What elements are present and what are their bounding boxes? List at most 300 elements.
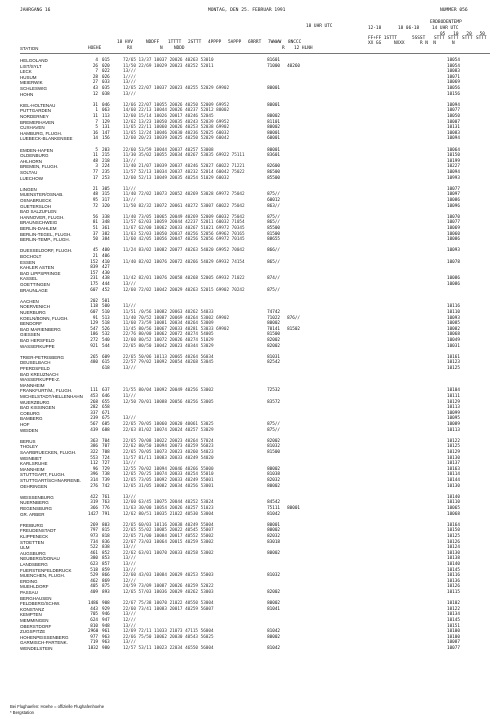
extra-group-a: 875//	[267, 214, 280, 220]
soil-temp-group: 10110	[447, 500, 460, 506]
station-name: EMDEN-HAFEN	[20, 147, 54, 153]
soil-temp-group: 10125	[447, 444, 460, 450]
extra-group-a: 75111	[267, 506, 280, 511]
station-height: 1427	[88, 511, 99, 517]
soil-temp-group: 10126	[447, 539, 460, 545]
header-xx: XX GG	[368, 41, 382, 46]
station-name: MUENCHEN, FLUGH.	[20, 573, 66, 579]
synop-groups: 22/67 73/03 10064 20015 40259 53002	[123, 539, 214, 545]
station-name: FELDBERG/SCHW.	[20, 601, 61, 607]
soil-temp-group: 10125	[447, 366, 460, 371]
extra-group-a: 83018	[267, 539, 280, 545]
header-nddff: NDDFF	[146, 40, 160, 45]
station-name: WENDELSTEIN	[20, 646, 53, 651]
extra-group-a: 80001	[267, 102, 280, 108]
station-name: HOHENPEISSENBERG	[20, 634, 69, 640]
header-hl: 12 HLNH	[294, 46, 313, 51]
station-name: BERLIN-TEGEL, FLUGH.	[20, 231, 72, 237]
station-height: 734	[90, 539, 98, 545]
station-height: 623	[90, 562, 98, 567]
synop-groups: 12/66 22/07 10055 20026 40250 52009 69952	[123, 102, 230, 108]
station-name: WEINBIET	[20, 455, 42, 461]
header-station: STATION	[20, 46, 39, 51]
header-rr: RX	[127, 46, 133, 51]
header-18-06-18: 18 06-18	[398, 26, 420, 31]
synop-groups: 12/60 20/23 10039 20025 40250 52029 60042	[123, 136, 230, 142]
station-height: 2960	[88, 629, 99, 635]
soil-temp-group: 10054	[447, 63, 460, 69]
station-name: THOLEY	[20, 444, 39, 450]
header-hoehe: HOEHE	[88, 46, 102, 51]
station-height: 37	[92, 231, 98, 237]
extra-group-a: 71022	[267, 315, 280, 321]
extra-group-b: 80001	[287, 506, 300, 511]
synop-groups: 13///	[123, 567, 136, 573]
station-height: 50	[92, 237, 98, 243]
extra-group-a: 875//	[267, 427, 280, 433]
soil-temp-group: 10134	[447, 612, 460, 618]
synop-groups: 22/65 50/06 10113 20065 40264 56034	[123, 354, 214, 360]
synop-groups: 13///	[123, 556, 136, 562]
station-name: BAD HERSFELD	[20, 338, 55, 343]
synop-groups: 13///	[123, 91, 136, 97]
station-name: BREMEN, FLUGH.	[20, 164, 59, 170]
extra-group-b: 876//	[287, 315, 300, 321]
station-number: 129	[102, 119, 110, 125]
synop-groups: 11///	[123, 304, 136, 310]
station-number: 384	[102, 237, 110, 243]
station-name: REGENSBURG	[20, 506, 53, 511]
soil-temp-group: 10129	[447, 399, 460, 405]
header-www: 7WWWW	[268, 40, 282, 45]
extra-group-a: 81500	[267, 332, 280, 338]
station-name: MANNHEIM	[20, 466, 45, 472]
station-height: 422	[90, 494, 98, 500]
station-number: 869	[102, 578, 110, 584]
station-height: 272	[90, 338, 98, 343]
station-number: 022	[102, 69, 110, 75]
soil-temp-group: 10094	[447, 136, 460, 142]
synop-groups: 12/57 53/11 10023 22034 46550 56004	[123, 646, 214, 651]
extra-group-a: 80001	[267, 522, 280, 528]
station-number: 203	[102, 147, 110, 153]
station-number: 724	[102, 455, 110, 461]
header-t1: FF+FF 1STTT	[368, 36, 398, 41]
station-name: ULM	[20, 545, 30, 551]
station-number: 637	[102, 388, 110, 394]
extra-group-b: 40260	[287, 63, 300, 69]
station-number: 815	[102, 528, 110, 534]
soil-temp-group: 10104	[447, 388, 460, 394]
station-height: 118	[90, 304, 98, 310]
station-height: 112	[90, 461, 98, 467]
soil-temp-group: 10110	[447, 310, 460, 315]
station-height: 96	[92, 466, 98, 472]
station-name: SCHLESWIG	[20, 86, 48, 91]
station-number: 609	[102, 354, 110, 360]
extra-group-a: 80002	[267, 528, 280, 534]
station-number: 046	[102, 102, 110, 108]
station-name: AHLHORN	[20, 158, 43, 164]
synop-groups: 12/60 63/45 10075 20044 40252 53024	[123, 500, 214, 506]
station-height: 72	[92, 203, 98, 209]
station-number: 038	[102, 91, 110, 97]
extra-group-b: 81502	[287, 326, 300, 332]
station-height: 12	[92, 91, 98, 97]
synop-groups: 11/63 30/00 10054 20026 40257 51023	[123, 506, 214, 511]
extra-group-a: 82002	[267, 438, 280, 444]
soil-temp-group: 10100	[447, 629, 460, 635]
station-height: 322	[90, 450, 98, 455]
station-number: 406	[102, 254, 110, 259]
header-rnnn: R N N	[420, 41, 436, 46]
station-number: 035	[102, 86, 110, 91]
station-number: 893	[102, 590, 110, 595]
station-name: GR. ARBER	[20, 511, 45, 517]
station-number: 729	[102, 466, 110, 472]
station-number: 961	[102, 629, 110, 635]
synop-groups: 11/65 12/24 10046 20030 40236 52025 60032	[123, 130, 230, 136]
station-height: 268	[90, 399, 98, 405]
station-height: 443	[90, 606, 98, 612]
station-number: 147	[102, 130, 110, 136]
synop-groups: 11/40 70/52 10087 20069 40264 53002 69902	[123, 315, 230, 321]
station-name: BAD SALZUFLEN	[20, 209, 57, 215]
station-number: 739	[102, 478, 110, 483]
station-name: LUEBECK-BLANKENSEE	[20, 136, 73, 142]
extra-group-a: 81031	[267, 354, 280, 360]
synop-groups: 21/55 80/04 10092 20049 40256 53002	[123, 388, 214, 394]
station-height: 547	[90, 326, 98, 332]
station-name: MUEHLDORF	[20, 584, 49, 590]
soil-temp-group: 10071	[447, 74, 460, 80]
extra-group-a: 81032	[267, 573, 280, 579]
station-number: 853	[102, 556, 110, 562]
station-name: HUSUM	[20, 74, 37, 80]
station-number: 235	[102, 170, 110, 175]
station-number: 776	[102, 506, 110, 511]
station-number: 427	[102, 265, 110, 271]
station-height: 405	[90, 584, 98, 590]
soil-temp-group: 10054	[447, 58, 460, 63]
soil-temp-group: 10227	[447, 164, 460, 170]
station-number: 803	[102, 522, 110, 528]
soil-temp-group: 10097	[447, 192, 460, 198]
extra-group-a: 80002	[267, 321, 280, 327]
soil-temp-group: 10093	[447, 315, 460, 321]
station-name: WASSERKUPPE	[20, 343, 55, 349]
extra-group-a: 875//	[267, 422, 280, 427]
soil-temp-group: 10087	[447, 640, 460, 646]
station-height: 607	[90, 310, 98, 315]
extra-group-a: 80001	[267, 86, 280, 91]
synop-groups: 11/40 21/07 10039 20037 40246 52027 60022 71221	[123, 164, 245, 170]
synop-groups: 11/63 52/03 10050 20037 40256 52056 69962 70165	[123, 231, 245, 237]
synop-groups: 12/60 15/14 10026 20017 40246 52045	[123, 114, 214, 119]
station-name: NEUBERG/DONAU	[20, 556, 60, 562]
station-number: 382	[102, 231, 110, 237]
header-ttttt: 1TTTT	[168, 40, 182, 45]
soil-temp-group: 10116	[447, 304, 460, 310]
station-name: BAMBERG	[20, 416, 43, 422]
header-r: R	[282, 46, 285, 51]
extra-group-a: 81500	[267, 231, 280, 237]
extra-group-a: 82002	[267, 343, 280, 349]
synop-groups: 14/60 22/13 10044 20026 40237 52012 80002	[123, 108, 230, 114]
soil-temp-group: 10111	[447, 394, 460, 399]
footer-note: Bei Flughaefen: Hoehe = offizielle Flughafenhoehe	[10, 704, 105, 709]
soil-temp-group: 10123	[447, 360, 460, 366]
extra-group-a: 80002	[267, 550, 280, 556]
station-number: 532	[102, 332, 110, 338]
station-number: 063	[102, 108, 110, 114]
station-number: 338	[102, 214, 110, 220]
station-name: KEMPTEN	[20, 612, 42, 618]
station-name: DUESSELDORF, FLUGH.	[20, 248, 73, 254]
station-height: 16	[92, 130, 98, 136]
header-ppp: 5APPP	[228, 40, 242, 45]
station-name: AUGSBURG	[20, 550, 46, 556]
station-number: 510	[102, 310, 110, 315]
extra-group-a: 84542	[267, 500, 280, 506]
soil-temp-group: 10077	[447, 220, 460, 226]
synop-groups: 13///	[123, 416, 136, 422]
station-height: 567	[90, 422, 98, 427]
extra-group-a: 85500	[267, 175, 280, 181]
station-name: GIESSEN	[20, 332, 41, 338]
soil-temp-group: 10095	[447, 416, 460, 422]
extra-group-a: 865//	[267, 259, 280, 265]
station-name: BERLIN-TEMP., FLUGH.	[20, 237, 70, 243]
synop-groups: 22/65 70/05 10060 20020 40061 53025	[123, 422, 214, 427]
header-pppp: 4PPPP	[208, 40, 222, 45]
station-name: KASSEL	[20, 276, 38, 282]
station-height: 48	[92, 192, 98, 198]
station-height: 239	[90, 416, 98, 422]
synop-groups: 11/51 /0/56 10082 20063 40262 54033	[123, 310, 214, 315]
station-number: 501	[102, 298, 110, 304]
soil-temp-group: 10086	[447, 282, 460, 287]
station-height: 4	[95, 58, 98, 63]
soil-temp-group: 10083	[447, 130, 460, 136]
soil-temp-group: 10064	[447, 147, 460, 153]
synop-groups: 12/65 70/25 10074 20033 40254 55010	[123, 472, 214, 478]
station-height: 56	[92, 214, 98, 220]
extra-group-a: 863//	[267, 203, 280, 209]
synop-groups: 22/60 73/41 10083 20017 40259 56007	[123, 606, 214, 612]
station-name: NORDERNEY	[20, 114, 49, 119]
soil-temp-group: 10130	[447, 483, 460, 489]
station-number: 518	[102, 321, 110, 327]
station-name: HOHN	[20, 91, 34, 97]
synop-groups: 11///	[123, 186, 136, 192]
station-name: COBURG	[20, 410, 40, 416]
station-name: OLDENBURG	[20, 153, 49, 159]
synop-groups: 12///	[123, 618, 136, 623]
station-name: TRIER-PETRISBERG	[20, 354, 65, 360]
station-height: 91	[92, 315, 98, 321]
extra-group-a: 82032	[267, 534, 280, 539]
soil-temp-group: 10144	[447, 478, 460, 483]
station-number: 253	[102, 175, 110, 181]
extra-group-a: 874//	[267, 276, 280, 282]
station-height: 319	[90, 500, 98, 506]
station-number: 315	[102, 192, 110, 198]
header-time-18: 18 UHR UTC	[306, 24, 333, 29]
station-number: 156	[102, 136, 110, 142]
synop-groups: 11/67 62/00 10062 20033 40267 51021 69972 70345	[123, 226, 245, 231]
extra-group-a: 82600	[267, 164, 280, 170]
station-name: MANNHEIM	[20, 382, 45, 388]
soil-temp-group: 10113	[447, 427, 460, 433]
station-number: 215	[102, 153, 110, 159]
synop-groups: 12/65 22/07 10037 20023 40255 52029 69902	[123, 86, 230, 91]
station-height: 396	[90, 472, 98, 478]
synop-groups: 22/60 53/59 10044 20037 40257 53008	[123, 147, 214, 153]
station-number: 704	[102, 438, 110, 444]
station-name: BERUS	[20, 438, 36, 444]
synop-groups: 24/59 73/09 10087 20026 40259 52022	[123, 584, 214, 590]
station-name: LECK	[20, 69, 32, 75]
station-number: 980	[102, 646, 110, 651]
station-height: 3	[95, 164, 98, 170]
extra-group-a: 81042	[267, 511, 280, 517]
station-name: HOF	[20, 422, 30, 427]
synop-groups: 72/65 13/37 10037 20026 40263 53010	[123, 58, 214, 63]
station-height: 265	[90, 354, 98, 360]
synop-groups: 12/55 70/02 10094 20046 40266 55000	[123, 466, 214, 472]
soil-temp-group: 10130	[447, 550, 460, 556]
synop-groups: 13///	[123, 612, 136, 618]
soil-temp-group: 10089	[447, 422, 460, 427]
station-name: LIST/SYLT	[20, 63, 42, 69]
station-height: 839	[90, 265, 98, 271]
synop-groups: 11///	[123, 394, 136, 399]
synop-groups: 13///	[123, 494, 136, 500]
station-number: 618	[102, 366, 110, 371]
station-number: 015	[102, 58, 110, 63]
station-name: HELGOLAND	[20, 58, 48, 63]
station-number: 410	[102, 259, 110, 265]
soil-temp-group: 10124	[447, 545, 460, 551]
station-name: NOERVENICH	[20, 304, 50, 310]
synop-groups: 22/67 75/38 10070 21022 40550 53004	[123, 601, 214, 607]
synop-groups: 11/50 82/32 10072 20061 40272 53007 60022 75042	[123, 203, 245, 209]
station-number: 738	[102, 472, 110, 478]
extra-group-a: 80001	[267, 130, 280, 136]
soil-temp-group: 10069	[447, 226, 460, 231]
synop-groups: 12/62 80/51 10035 21022 40530 53004	[123, 511, 214, 517]
extra-group-a: 60001	[267, 136, 280, 142]
soil-temp-group: 10093	[447, 248, 460, 254]
soil-temp-group: 10086	[447, 198, 460, 203]
station-number: 948	[102, 623, 110, 629]
station-height: 11	[92, 114, 98, 119]
synop-groups: 13///	[123, 623, 136, 629]
header-depths: 05 10 20 50	[440, 32, 485, 37]
station-number: 761	[102, 494, 110, 500]
station-name: DEUSELBACH	[20, 360, 51, 366]
soil-temp-group: 10082	[447, 326, 460, 332]
synop-groups: 11/57 62/03 10059 20044 42237 52011 60032 71054	[123, 220, 245, 226]
soil-temp-group: 10122	[447, 438, 460, 444]
station-height: 111	[90, 388, 98, 394]
header-t6: STTT	[476, 36, 487, 41]
station-number: 131	[102, 125, 110, 131]
soil-temp-group: 10199	[447, 158, 460, 164]
station-name: WEISSENBURG	[20, 494, 54, 500]
soil-temp-group: 10125	[447, 534, 460, 539]
station-number: 361	[102, 226, 110, 231]
station-name: GARMISCH-PARTENK.	[20, 640, 68, 646]
soil-temp-group: 10102	[447, 601, 460, 607]
station-number: 526	[102, 326, 110, 332]
soil-temp-group: 10050	[447, 114, 460, 119]
station-number: 500	[102, 304, 110, 310]
header-rrr: 6RRRT	[248, 40, 262, 45]
synop-groups: 12/60 52/13 10049 20035 40254 51029 60032	[123, 175, 230, 181]
station-height: 705	[90, 612, 98, 618]
extra-group-a: 81032	[267, 444, 280, 450]
station-number: 444	[102, 282, 110, 287]
station-name: WUERZBURG	[20, 399, 50, 405]
synop-groups: 11/50 22/69 10029 20023 40252 52011	[123, 63, 214, 69]
station-height: 231	[90, 276, 98, 282]
station-number: 218	[102, 158, 110, 164]
header-nddd: NDDD	[174, 46, 185, 51]
extra-group-a: 83572	[267, 399, 280, 405]
station-number: 763	[102, 500, 110, 506]
station-number: 838	[102, 545, 110, 551]
station-height: 1832	[88, 646, 99, 651]
synop-groups: 12/60 72/02 10042 20029 40263 52015 69902 70242	[123, 287, 245, 293]
station-height: 386	[90, 444, 98, 450]
header-n: N	[160, 46, 163, 51]
station-name: FREIBURG	[20, 522, 44, 528]
station-name: MUENSTER/OSNAB.	[20, 192, 64, 198]
station-name: OSNABRUECK	[20, 198, 52, 203]
station-name: CUXHAVEN	[20, 125, 45, 131]
station-number: 513	[102, 315, 110, 321]
station-height: 81	[92, 220, 98, 226]
station-number: 866	[102, 573, 110, 579]
station-height: 95	[92, 198, 98, 203]
synop-groups: 1////	[123, 74, 136, 80]
extra-group-a: 86500	[267, 170, 280, 175]
extra-group-a: 81042	[267, 629, 280, 635]
soil-temp-group: 10068	[447, 332, 460, 338]
soil-temp-group: 10086	[447, 237, 460, 243]
station-number: 348	[102, 220, 110, 226]
soil-temp-group: 10070	[447, 214, 460, 220]
extra-group-a: 60012	[267, 198, 280, 203]
station-name: KAHLER ASTEN	[20, 265, 55, 271]
station-height: 14	[92, 136, 98, 142]
station-number: 875	[102, 584, 110, 590]
station-number: 320	[102, 203, 110, 209]
station-name: KOELN/BONN, FLUGH.	[20, 315, 69, 321]
extra-group-a: 875//	[267, 287, 280, 293]
synop-groups: 22/62 80/50 10094 20073 40259 56023	[123, 444, 214, 450]
station-number: 020	[102, 63, 110, 69]
station-name: BOCHOLT	[20, 254, 42, 259]
station-height: 1	[95, 108, 98, 114]
soil-temp-group: 10068	[447, 511, 460, 517]
station-height: 363	[90, 438, 98, 444]
synop-groups: 22/62 63/01 10070 20033 40258 53002	[123, 550, 214, 556]
station-name: ZUGSPITZE	[20, 629, 46, 635]
header-tdtd: 2STTT	[188, 40, 202, 45]
